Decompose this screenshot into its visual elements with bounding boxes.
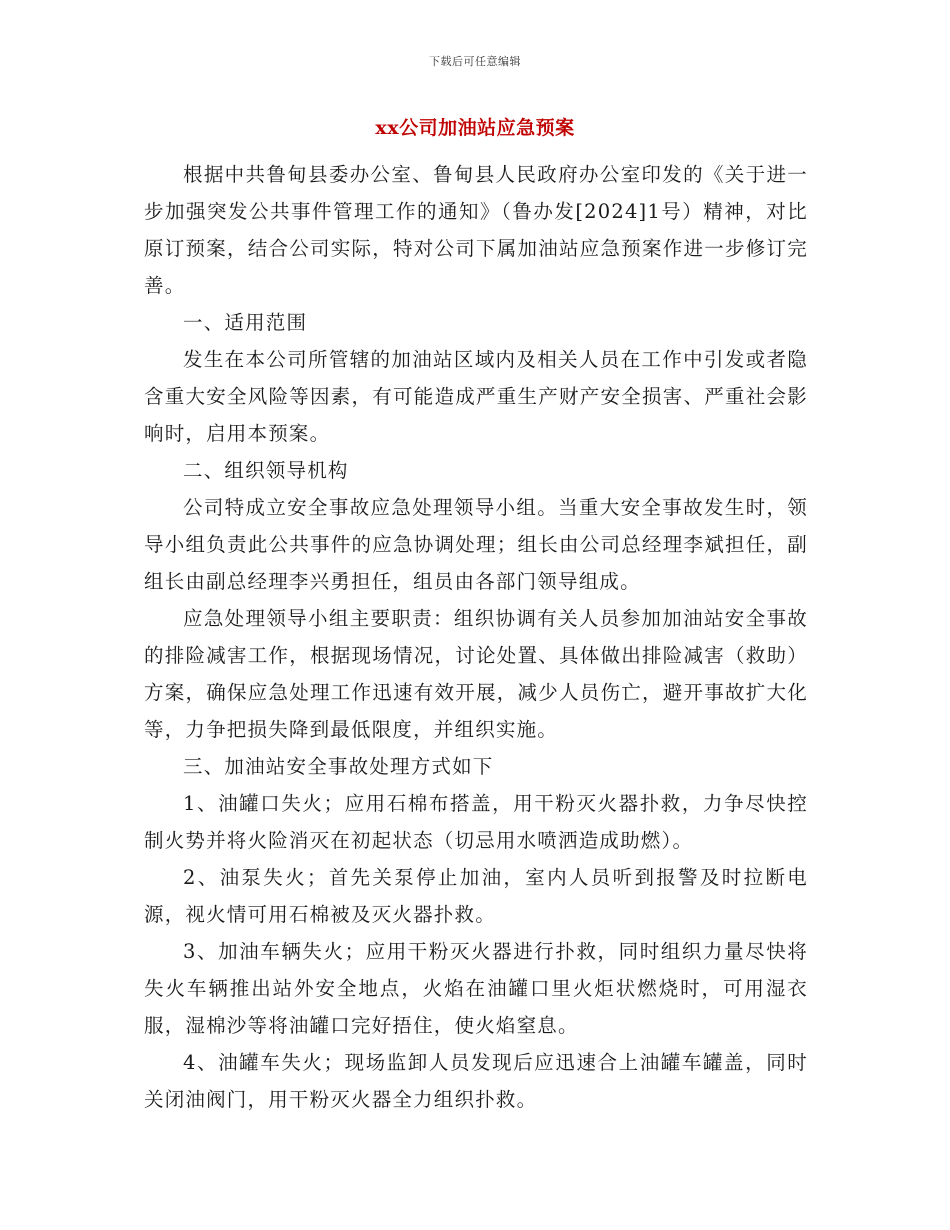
paragraph-organization: 公司特成立安全事故应急处理领导小组。当重大安全事故发生时，领导小组负责此公共事件的应急协调处理；组长由公司总经理李斌担任，副组长由副总经理李兴勇担任，组员由各部门领导组成。	[144, 496, 808, 593]
document-title: xx公司加油站应急预案	[375, 117, 575, 139]
paragraph-item-3: 3、加油车辆失火；应用干粉灭火器进行扑救，同时组织力量尽快将失火车辆推出站外安全地点，火焰在油罐口里火炬状燃烧时，可用湿衣服，湿棉沙等将油罐口完好捂住，使火焰窒息。	[144, 940, 808, 1037]
paragraph-duties: 应急处理领导小组主要职责：组织协调有关人员参加加油站安全事故的排险减害工作，根据现场情况，讨论处置、具体做出排险减害（救助）方案，确保应急处理工作迅速有效开展，减少人员伤亡，避开事故扩大化等，力争把损失降到最低限度，并组织实施。	[144, 607, 808, 741]
paragraph-item-1: 1、油罐口失火；应用石棉布搭盖，用干粉灭火器扑救，力争尽快控制火势并将火险消灭在初起状态（切忌用水喷洒造成助燃）。	[144, 792, 808, 852]
section-heading-scope: 一、适用范围	[183, 311, 308, 334]
section-heading-organization: 二、组织领导机构	[183, 459, 349, 482]
paragraph-item-2: 2、油泵失火；首先关泵停止加油，室内人员听到报警及时拉断电源，视火情可用石棉被及灭火器扑救。	[144, 866, 808, 926]
paragraph-item-4: 4、油罐车失火；现场监卸人员发现后应迅速合上油罐车罐盖，同时关闭油阀门，用干粉灭火器全力组织扑救。	[144, 1051, 808, 1111]
header-note: 下载后可任意编辑	[429, 55, 521, 68]
paragraph-scope: 发生在本公司所管辖的加油站区域内及相关人员在工作中引发或者隐含重大安全风险等因素，有可能造成严重生产财产安全损害、严重社会影响时，启用本预案。	[144, 348, 808, 445]
document-body	[144, 156, 808, 1118]
paragraph-intro: 根据中共鲁甸县委办公室、鲁甸县人民政府办公室印发的《关于进一步加强突发公共事件管理工作的通知》（鲁办发[2024]1号）精神，对比原订预案，结合公司实际，特对公司下属加油站应急预案作进一步修订完善。	[144, 163, 808, 297]
section-heading-handling: 三、加油站安全事故处理方式如下	[183, 755, 494, 778]
